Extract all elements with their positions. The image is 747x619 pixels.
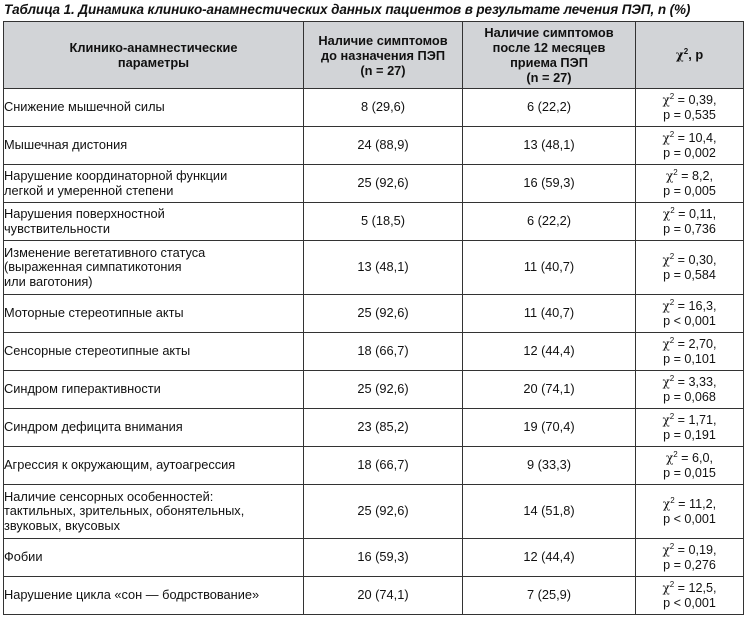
cell-chi-square: $\chi^2 = 8,2$, p = 0,005 bbox=[636, 165, 744, 203]
cell-chi-square: $\chi^2 = 6,0$, p = 0,015 bbox=[636, 447, 744, 485]
table-row bbox=[4, 89, 744, 127]
cell-parameter: Снижение мышечной силы bbox=[4, 89, 304, 127]
cell-after: 19 (70,4) bbox=[463, 409, 636, 447]
cell-chi-square: $\chi^2 = 0,19$, p = 0,276 bbox=[636, 539, 744, 577]
cell-parameter: Изменение вегетативного статуса (выраженная симпатикотония или ваготония) bbox=[4, 241, 304, 295]
cell-before: 18 (66,7) bbox=[304, 447, 463, 485]
header-stat: $\chi^2$, p bbox=[636, 22, 744, 89]
cell-after: 12 (44,4) bbox=[463, 539, 636, 577]
table-row bbox=[4, 333, 744, 371]
table-row bbox=[4, 203, 744, 241]
cell-before: 25 (92,6) bbox=[304, 295, 463, 333]
cell-after: 20 (74,1) bbox=[463, 371, 636, 409]
data-table bbox=[3, 21, 744, 615]
header-row bbox=[4, 22, 744, 89]
cell-parameter: Сенсорные стереотипные акты bbox=[4, 333, 304, 371]
cell-after: 12 (44,4) bbox=[463, 333, 636, 371]
table-row bbox=[4, 127, 744, 165]
table-row bbox=[4, 241, 744, 295]
table-caption: Таблица 1. Динамика клинико-анамнестических данных пациентов в результате лечения ПЭП, n (%) bbox=[4, 2, 691, 17]
cell-before: 8 (29,6) bbox=[304, 89, 463, 127]
cell-before: 25 (92,6) bbox=[304, 165, 463, 203]
header-param: Клинико-анамнестические параметры bbox=[4, 22, 304, 89]
cell-before: 23 (85,2) bbox=[304, 409, 463, 447]
cell-before: 20 (74,1) bbox=[304, 577, 463, 615]
cell-chi-square: $\chi^2 = 12,5$, p < 0,001 bbox=[636, 577, 744, 615]
cell-after: 7 (25,9) bbox=[463, 577, 636, 615]
cell-chi-square: $\chi^2 = 3,33$, p = 0,068 bbox=[636, 371, 744, 409]
table-row bbox=[4, 485, 744, 539]
cell-before: 25 (92,6) bbox=[304, 485, 463, 539]
cell-after: 6 (22,2) bbox=[463, 203, 636, 241]
cell-parameter: Наличие сенсорных особенностей: тактильных, зрительных, обонятельных, звуковых, вкусовых bbox=[4, 485, 304, 539]
table-row bbox=[4, 295, 744, 333]
cell-before: 24 (88,9) bbox=[304, 127, 463, 165]
table-row bbox=[4, 447, 744, 485]
cell-after: 11 (40,7) bbox=[463, 241, 636, 295]
cell-before: 16 (59,3) bbox=[304, 539, 463, 577]
table-row bbox=[4, 165, 744, 203]
table-row bbox=[4, 409, 744, 447]
cell-parameter: Мышечная дистония bbox=[4, 127, 304, 165]
cell-chi-square: $\chi^2 = 11,2$, p < 0,001 bbox=[636, 485, 744, 539]
cell-chi-square: $\chi^2 = 10,4$, p = 0,002 bbox=[636, 127, 744, 165]
cell-chi-square: $\chi^2 = 0,39$, p = 0,535 bbox=[636, 89, 744, 127]
cell-before: 18 (66,7) bbox=[304, 333, 463, 371]
cell-before: 5 (18,5) bbox=[304, 203, 463, 241]
cell-after: 11 (40,7) bbox=[463, 295, 636, 333]
cell-parameter: Фобии bbox=[4, 539, 304, 577]
cell-after: 14 (51,8) bbox=[463, 485, 636, 539]
header-before: Наличие симптомов до назначения ПЭП (n = 27) bbox=[304, 22, 463, 89]
cell-chi-square: $\chi^2 = 0,30$, p = 0,584 bbox=[636, 241, 744, 295]
cell-after: 13 (48,1) bbox=[463, 127, 636, 165]
cell-chi-square: $\chi^2 = 1,71$, p = 0,191 bbox=[636, 409, 744, 447]
cell-parameter: Синдром гиперактивности bbox=[4, 371, 304, 409]
cell-after: 16 (59,3) bbox=[463, 165, 636, 203]
table-row bbox=[4, 371, 744, 409]
cell-after: 6 (22,2) bbox=[463, 89, 636, 127]
table-body bbox=[4, 89, 744, 615]
cell-parameter: Моторные стереотипные акты bbox=[4, 295, 304, 333]
cell-parameter: Нарушения поверхностной чувствительности bbox=[4, 203, 304, 241]
cell-chi-square: $\chi^2 = 0,11$, p = 0,736 bbox=[636, 203, 744, 241]
table-row bbox=[4, 577, 744, 615]
cell-parameter: Нарушение цикла «сон — бодрствование» bbox=[4, 577, 304, 615]
cell-parameter: Агрессия к окружающим, аутоагрессия bbox=[4, 447, 304, 485]
cell-chi-square: $\chi^2 = 2,70$, p = 0,101 bbox=[636, 333, 744, 371]
cell-parameter: Нарушение координаторной функции легкой и умеренной степени bbox=[4, 165, 304, 203]
cell-chi-square: $\chi^2 = 16,3$, p < 0,001 bbox=[636, 295, 744, 333]
cell-before: 13 (48,1) bbox=[304, 241, 463, 295]
table-row bbox=[4, 539, 744, 577]
cell-before: 25 (92,6) bbox=[304, 371, 463, 409]
header-after: Наличие симптомов после 12 месяцев приема ПЭП (n = 27) bbox=[463, 22, 636, 89]
cell-after: 9 (33,3) bbox=[463, 447, 636, 485]
cell-parameter: Синдром дефицита внимания bbox=[4, 409, 304, 447]
